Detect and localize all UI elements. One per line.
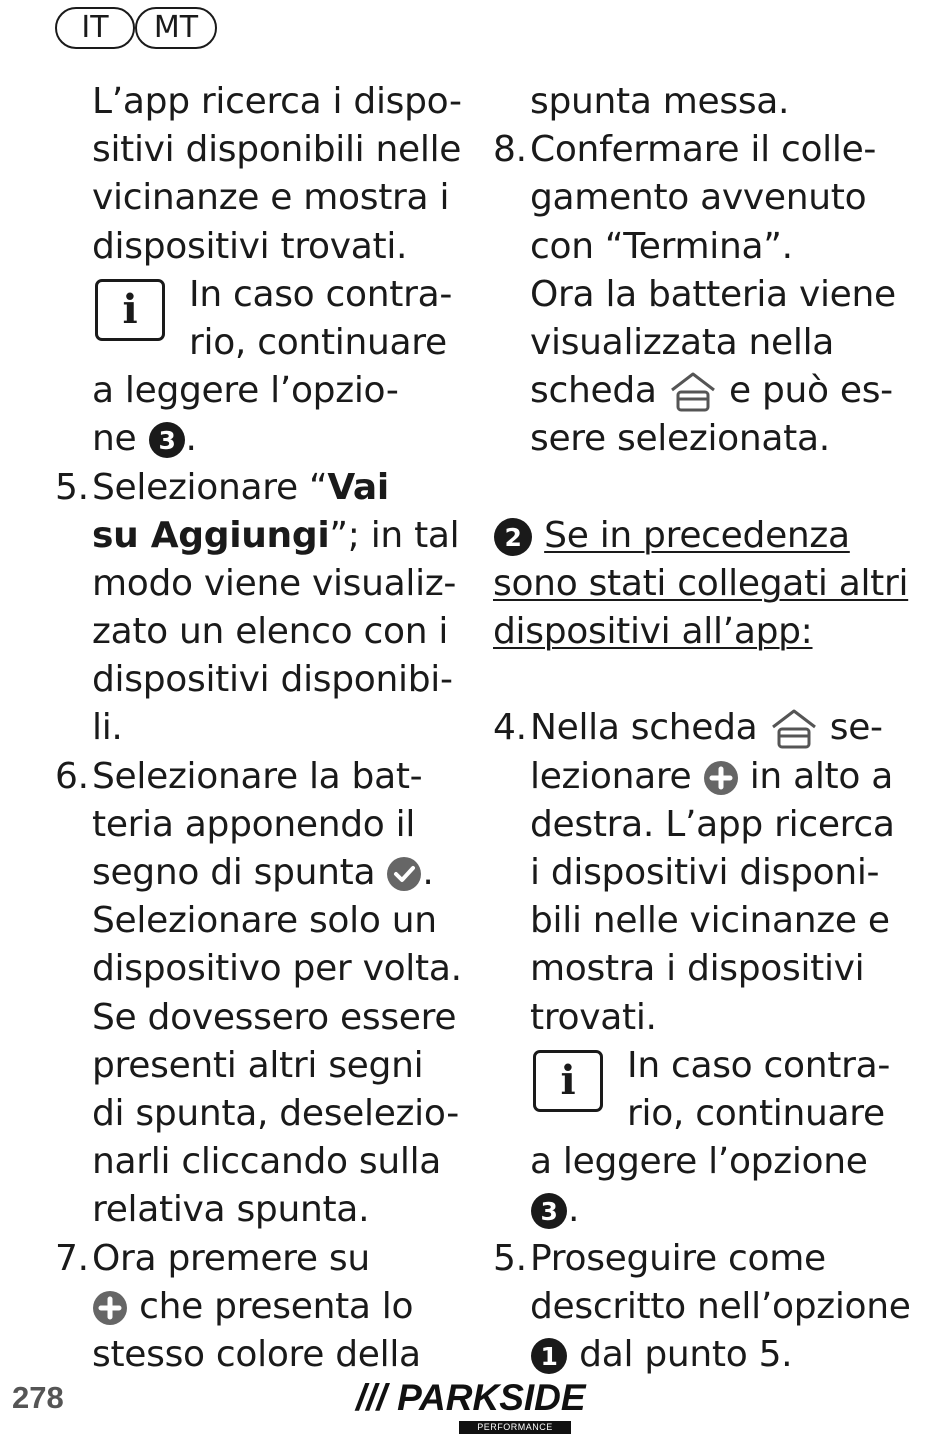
text-line: visualizzata nella <box>530 321 835 363</box>
period: . <box>185 418 197 460</box>
text-line: dispositivi trovati. <box>92 225 408 267</box>
home-icon <box>769 707 819 751</box>
circled-number-3-icon <box>148 421 186 459</box>
text-line: li. <box>92 707 123 749</box>
page-number: 278 <box>12 1380 64 1415</box>
plus-circle-icon <box>92 1290 128 1326</box>
home-icon <box>668 370 718 414</box>
text-line: zato un elenco con i <box>92 611 449 653</box>
plus-circle-icon <box>703 760 739 796</box>
text-line: presenti altri segni <box>92 1044 424 1086</box>
text-fragment: dal punto 5. <box>579 1333 793 1375</box>
text-line: gamento avvenuto <box>530 177 867 219</box>
text-line <box>55 1283 455 1331</box>
text-line: narli cliccando sulla <box>92 1141 442 1183</box>
text-line: sere selezionata. <box>530 418 830 460</box>
parkside-logo: /// PARKSIDE <box>356 1377 586 1418</box>
svg-text:3: 3 <box>157 426 176 456</box>
text-line: a leggere l’opzio- <box>92 370 399 412</box>
option-2-heading-line <box>493 512 913 560</box>
period: . <box>568 1189 580 1231</box>
text-line <box>55 512 460 560</box>
step-text-bold: Vai <box>327 466 389 508</box>
text-line: bili nelle vicinanze e <box>530 900 890 942</box>
text-line: Selezionare solo un <box>92 900 437 942</box>
text-line: modo viene visualiz- <box>92 562 457 604</box>
text-line: relativa spunta. <box>92 1189 370 1231</box>
step-text-bold: su Aggiungi <box>92 514 330 556</box>
text-line: con “Termina”. <box>530 225 793 267</box>
text-line <box>493 608 913 656</box>
text-fragment: e può es- <box>728 370 893 412</box>
text-line: trovati. <box>530 996 657 1038</box>
svg-text:2: 2 <box>504 522 522 552</box>
spacer <box>493 464 913 512</box>
svg-text:1: 1 <box>540 1341 558 1371</box>
step-4-line <box>493 704 913 752</box>
text-line: sitivi disponibili nelle <box>92 129 462 171</box>
text-line: dispositivi disponibi- <box>92 659 453 701</box>
step-5-line <box>55 464 455 512</box>
step-text: ”; in tal <box>329 514 460 556</box>
step-text: Ora premere su <box>92 1237 370 1279</box>
info-text: In caso contra- <box>627 1044 891 1086</box>
step-text: Nella scheda <box>530 707 758 749</box>
info-text: In caso contra- <box>189 273 453 315</box>
text-fragment: se- <box>829 707 883 749</box>
step-text: Selezionare la bat- <box>92 755 423 797</box>
text-fragment: scheda <box>530 370 657 412</box>
step-8-line <box>493 126 913 174</box>
step-5-line <box>493 1235 913 1283</box>
parkside-performance-logo: PERFORMANCE <box>459 1421 571 1434</box>
text-line <box>493 560 913 608</box>
text-line <box>493 367 913 415</box>
text-line: i dispositivi disponi- <box>530 852 880 893</box>
info-icon: i <box>95 279 165 341</box>
circled-number-1-icon <box>530 1337 568 1375</box>
text-line: spunta messa. <box>530 81 790 122</box>
text-line: dispositivo per volta. <box>92 948 462 990</box>
text-line: stesso colore della <box>92 1333 421 1375</box>
language-badge-mt: MT <box>135 7 217 49</box>
text-line <box>493 1186 913 1234</box>
step-7-line <box>55 1235 455 1283</box>
language-badge-it: IT <box>55 7 135 49</box>
text-line <box>55 415 455 463</box>
text-line: destra. L’app ricerca <box>530 803 895 845</box>
text-fragment: segno di spunta <box>92 852 376 894</box>
info-note <box>493 1042 913 1138</box>
step-6-line <box>55 753 455 801</box>
step-text: Proseguire come <box>530 1237 826 1279</box>
text-fragment: in alto a <box>749 755 894 797</box>
step-text: Selezionare “ <box>92 466 328 508</box>
text-line: L’app ricerca i dispo- <box>92 81 462 122</box>
info-icon: i <box>533 1050 603 1112</box>
text-line: a leggere l’opzione <box>530 1141 868 1183</box>
checkmark-circle-icon <box>386 856 422 892</box>
text-line: Se dovessero essere <box>92 996 457 1038</box>
text-line: mostra i dispositivi <box>530 948 865 990</box>
step-number: 6. <box>55 755 89 797</box>
text-line <box>55 849 455 897</box>
text-fragment: che presenta lo <box>139 1285 414 1327</box>
text-fragment: ne <box>92 418 137 460</box>
step-number: 5. <box>55 466 89 508</box>
info-note <box>55 271 455 367</box>
text-line <box>493 1331 913 1379</box>
right-column <box>493 78 913 1379</box>
info-text: rio, continuare <box>189 321 447 363</box>
text-fragment: lezionare <box>530 755 692 797</box>
circled-number-3-icon <box>530 1192 568 1230</box>
left-column <box>55 78 462 1379</box>
text-line: Ora la batteria viene <box>530 273 896 315</box>
step-number: 5. <box>493 1237 527 1279</box>
spacer <box>493 656 913 704</box>
circled-number-2-icon <box>493 517 533 557</box>
text-line: teria apponendo il <box>92 803 416 845</box>
text-line: di spunta, deselezio- <box>92 1092 459 1134</box>
period: . <box>422 852 434 894</box>
option-2-heading: sono stati collegati altri <box>493 562 909 604</box>
step-number: 4. <box>493 707 527 749</box>
step-text: Confermare il colle- <box>530 129 877 171</box>
step-number: 7. <box>55 1237 89 1279</box>
text-line: vicinanze e mostra i <box>92 177 450 219</box>
option-2-heading: dispositivi all’app: <box>493 611 813 653</box>
option-2-heading: Se in precedenza <box>544 514 850 556</box>
svg-text:3: 3 <box>540 1197 558 1227</box>
text-line: descritto nell’opzione <box>530 1285 911 1327</box>
text-line <box>493 753 913 801</box>
info-text: rio, continuare <box>627 1092 885 1134</box>
step-number: 8. <box>493 129 527 171</box>
